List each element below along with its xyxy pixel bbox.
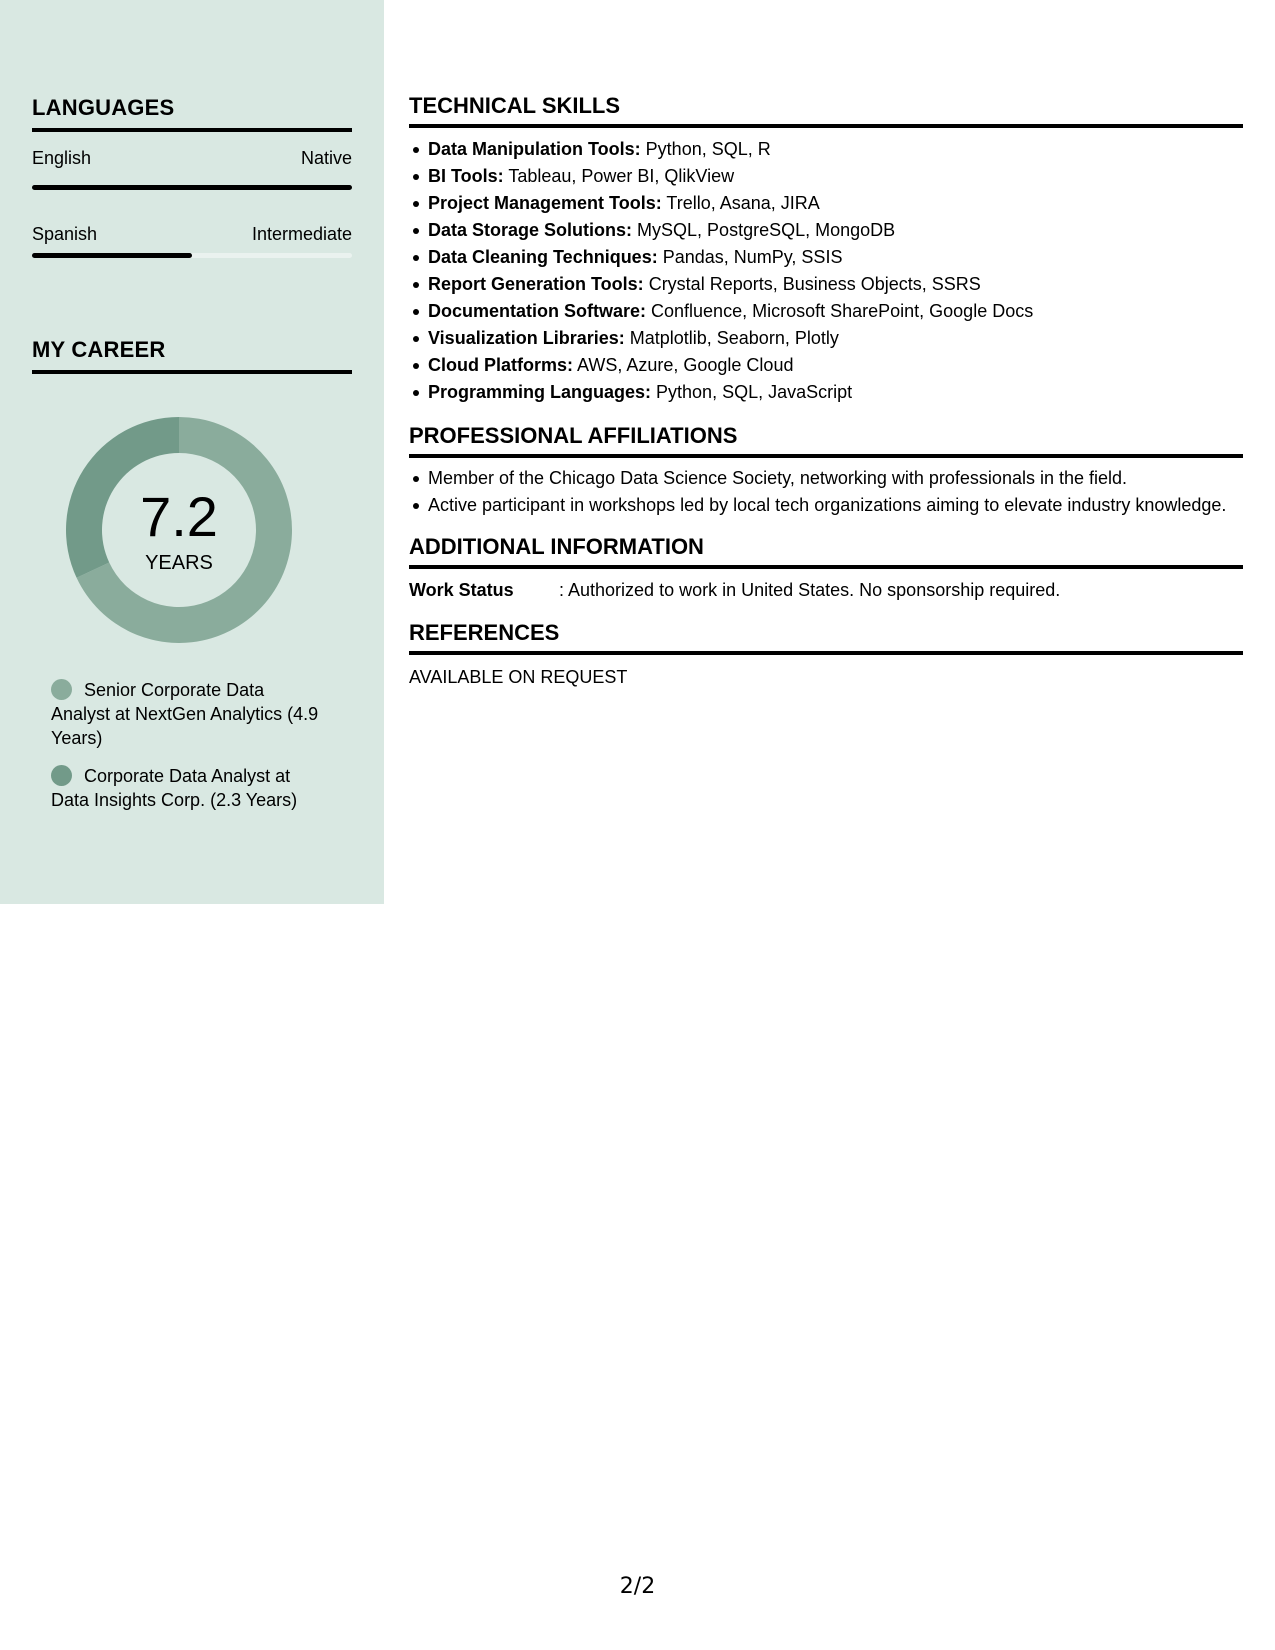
references-heading: REFERENCES — [409, 619, 1243, 655]
affiliations-list — [409, 466, 1243, 517]
additional-info-heading: ADDITIONAL INFORMATION — [409, 533, 1243, 569]
language-proficiency-fill — [32, 253, 192, 258]
career-donut-chart — [66, 417, 292, 643]
sidebar — [0, 0, 384, 904]
career-total-unit: YEARS — [145, 552, 213, 574]
skill-value: Tableau, Power BI, QlikView — [503, 166, 735, 186]
skill-item — [428, 217, 1243, 244]
skill-item — [428, 163, 1243, 190]
skill-item — [428, 190, 1243, 217]
skill-value: Trello, Asana, JIRA — [661, 193, 820, 213]
language-proficiency-fill — [32, 185, 352, 190]
skill-label: Project Management Tools: — [428, 193, 662, 213]
skill-label: Cloud Platforms: — [428, 355, 574, 375]
affiliation-item: Active participant in workshops led by local tech organizations aiming to elevate industry knowledge. — [428, 493, 1243, 517]
skill-label: BI Tools: — [428, 166, 504, 186]
career-legend-item — [51, 764, 321, 812]
skill-item — [428, 325, 1243, 352]
language-row-english — [32, 147, 352, 169]
language-name: Spanish — [32, 224, 98, 244]
career-legend-item — [51, 678, 321, 750]
work-status-row — [409, 577, 1243, 603]
technical-skills-section — [409, 92, 1243, 406]
skill-value: Crystal Reports, Business Objects, SSRS — [643, 274, 981, 294]
skill-item — [428, 244, 1243, 271]
skill-item — [428, 136, 1243, 163]
language-proficiency-bar — [32, 185, 352, 190]
page-number: 2/2 — [619, 1574, 656, 1599]
additional-info-section — [409, 533, 1243, 603]
languages-heading: LANGUAGES — [32, 94, 352, 132]
skill-item — [428, 352, 1243, 379]
references-section — [409, 619, 1243, 689]
career-legend-label: Corporate Data Analyst at Data Insights Corp. (2.3 Years) — [51, 766, 298, 810]
references-text: AVAILABLE ON REQUEST — [409, 667, 628, 687]
affiliations-section — [409, 422, 1243, 517]
career-total-value: 7.2 — [140, 485, 218, 548]
skill-value: Confluence, Microsoft SharePoint, Google Docs — [646, 301, 1034, 321]
technical-skills-list — [409, 136, 1243, 406]
skill-item — [428, 298, 1243, 325]
skill-item — [428, 379, 1243, 406]
main-content — [409, 92, 1243, 705]
language-name: English — [32, 148, 92, 168]
skill-label: Report Generation Tools: — [428, 274, 644, 294]
affiliation-item: Member of the Chicago Data Science Society, networking with professionals in the field. — [428, 466, 1243, 490]
skill-label: Data Manipulation Tools: — [428, 139, 641, 159]
technical-skills-heading: TECHNICAL SKILLS — [409, 92, 1243, 128]
skill-value: Python, SQL, JavaScript — [651, 382, 853, 402]
work-status-value: : Authorized to work in United States. No sponsorship required. — [559, 580, 1061, 600]
skill-label: Data Storage Solutions: — [428, 220, 633, 240]
skill-label: Visualization Libraries: — [428, 328, 625, 348]
career-legend-label: Senior Corporate Data Analyst at NextGen Analytics (4.9 Years) — [51, 680, 319, 748]
language-level: Native — [300, 148, 352, 168]
legend-dot-icon — [51, 765, 72, 786]
language-row-spanish — [32, 223, 352, 245]
skill-label: Data Cleaning Techniques: — [428, 247, 658, 267]
affiliations-heading: PROFESSIONAL AFFILIATIONS — [409, 422, 1243, 458]
work-status-label: Work Status — [409, 580, 514, 600]
skill-value: Python, SQL, R — [640, 139, 771, 159]
language-proficiency-bar — [32, 253, 352, 258]
skill-item — [428, 271, 1243, 298]
skill-value: Matplotlib, Seaborn, Plotly — [624, 328, 839, 348]
career-heading: MY CAREER — [32, 336, 352, 374]
language-level: Intermediate — [251, 224, 352, 244]
skill-label: Documentation Software: — [428, 301, 647, 321]
skill-value: Pandas, NumPy, SSIS — [657, 247, 843, 267]
skill-label: Programming Languages: — [428, 382, 652, 402]
skill-value: AWS, Azure, Google Cloud — [573, 355, 794, 375]
skill-value: MySQL, PostgreSQL, MongoDB — [632, 220, 896, 240]
legend-dot-icon — [51, 679, 72, 700]
